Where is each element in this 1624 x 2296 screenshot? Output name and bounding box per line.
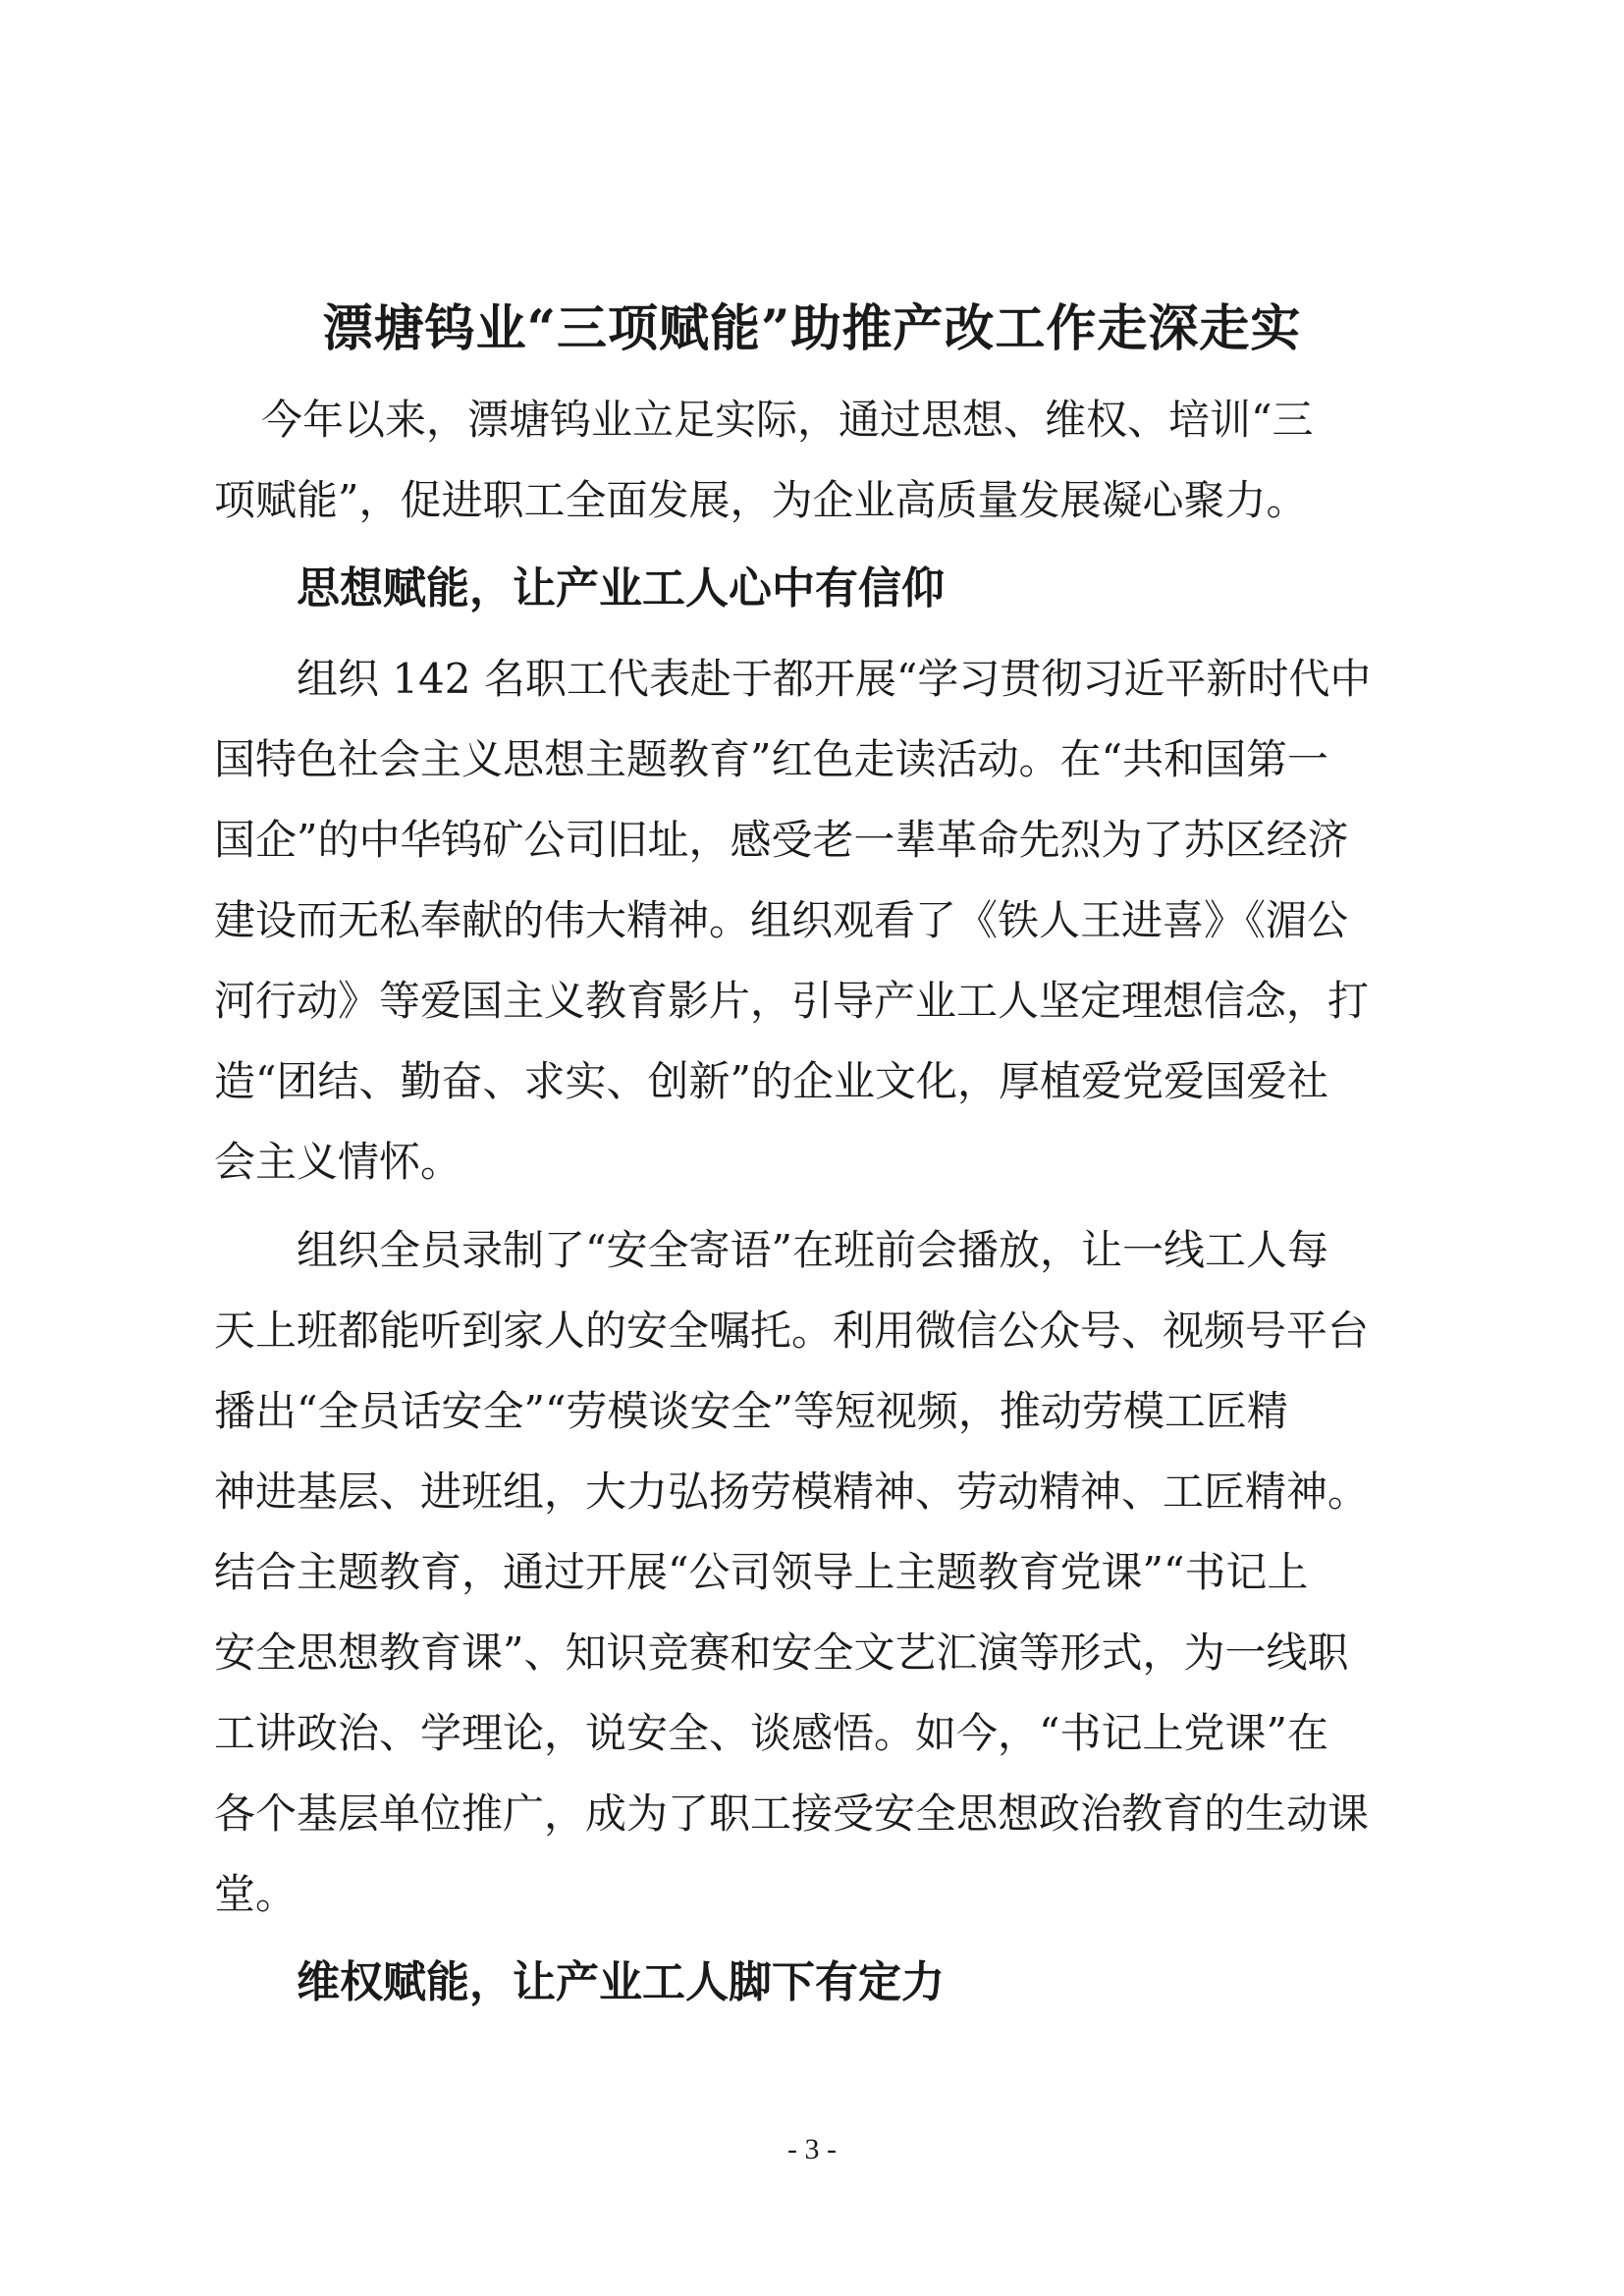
intro-line-1: 今年以来，漂塘钨业立足实际，通过思想、维权、培训“三: [261, 396, 1314, 444]
para2-line-6: 安全思想教育课”、知识竞赛和安全文艺汇演等形式，为一线职: [214, 1629, 1349, 1677]
page-number: - 3 -: [787, 2133, 837, 2165]
para2-line-5: 结合主题教育，通过开展“公司领导上主题教育党课”“书记上: [214, 1548, 1309, 1596]
para1-line-3: 国企”的中华钨矿公司旧址，感受老一辈革命先烈为了苏区经济: [214, 816, 1349, 864]
intro-line-2: 项赋能”，促进职工全面发展，为企业高质量发展凝心聚力。: [214, 476, 1308, 524]
para2-line-9: 堂。: [214, 1870, 298, 1918]
para2-line-4: 神进基层、进班组，大力弘扬劳模精神、劳动精神、工匠精神。: [214, 1468, 1370, 1516]
document-title: 漂塘钨业“三项赋能”助推产改工作走深走实: [322, 299, 1302, 358]
para2-line-8: 各个基层单位推广，成为了职工接受安全思想政治教育的生动课: [214, 1789, 1370, 1838]
para2-line-2: 天上班都能听到家人的安全嘱托。利用微信公众号、视频号平台: [214, 1307, 1370, 1355]
para1-line-6: 造“团结、勤奋、求实、创新”的企业文化，厚植爱党爱国爱社: [214, 1057, 1328, 1105]
section-heading-thought: 思想赋能，让产业工人心中有信仰: [297, 563, 945, 614]
para2-line-7: 工讲政治、学理论，说安全、谈感悟。如今，“书记上党课”在: [214, 1709, 1328, 1757]
para2-line-3: 播出“全员话安全”“劳模谈安全”等短视频，推动劳模工匠精: [214, 1387, 1288, 1435]
para1-line-5: 河行动》等爱国主义教育影片，引导产业工人坚定理想信念，打: [214, 977, 1370, 1025]
para1-line-2: 国特色社会主义思想主题教育”红色走读活动。在“共和国第一: [214, 735, 1328, 783]
section-heading-rights: 维权赋能，让产业工人脚下有定力: [297, 1957, 945, 2007]
para1-line-1: 组织 142 名职工代表赴于都开展“学习贯彻习近平新时代中: [297, 655, 1372, 703]
para1-line-4: 建设而无私奉献的伟大精神。组织观看了《铁人王进喜》《湄公: [214, 896, 1349, 944]
para1-line-7: 会主义情怀。: [214, 1138, 462, 1186]
para2-line-1: 组织全员录制了“安全寄语”在班前会播放，让一线工人每: [297, 1226, 1328, 1274]
